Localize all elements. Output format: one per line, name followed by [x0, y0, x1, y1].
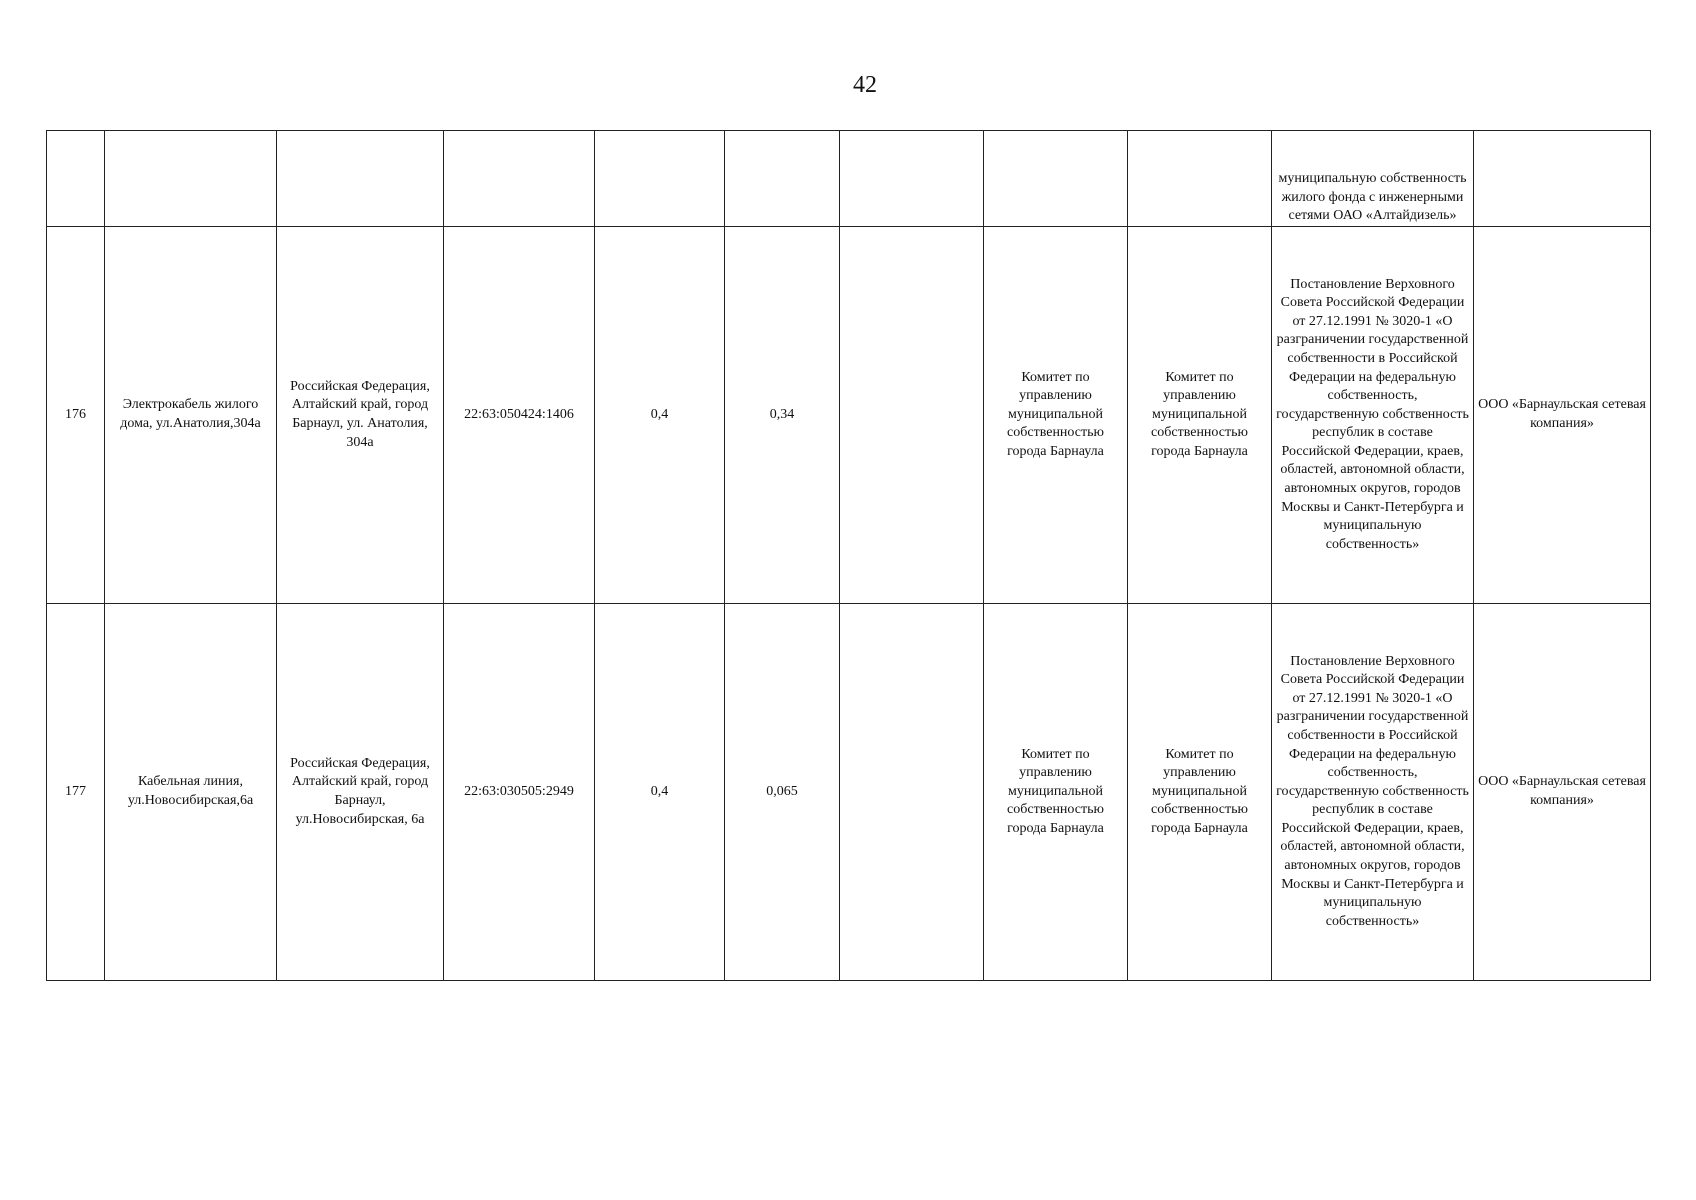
cell-empty: [840, 227, 984, 604]
cell-address: Российская Федерация, Алтайский край, город Барнаул, ул.Новосибирская, 6а: [277, 604, 444, 981]
cell-empty: [840, 604, 984, 981]
cell-cadastral: 22:63:050424:1406: [444, 227, 595, 604]
cell-cadastral: [444, 131, 595, 227]
cell-voltage: [595, 131, 725, 227]
cell-owner: [1128, 131, 1272, 227]
cell-name: [105, 131, 277, 227]
cell-length: 0,065: [725, 604, 840, 981]
cell-operator: [1474, 131, 1651, 227]
cell-empty: [840, 131, 984, 227]
cell-number: 177: [47, 604, 105, 981]
table-row: [47, 604, 1651, 981]
cell-number: [47, 131, 105, 227]
cell-address: [277, 131, 444, 227]
cell-owner: Комитет по управлению муниципальной собственностью города Барнаула: [1128, 604, 1272, 981]
cell-operator: ООО «Барнаульская сетевая компания»: [1474, 227, 1651, 604]
cell-basis: муниципальную собственность жилого фонда с инженерными сетями ОАО «Алтайдизель»: [1272, 131, 1474, 227]
property-register-table: [46, 130, 1651, 981]
cell-voltage: 0,4: [595, 227, 725, 604]
cell-basis: Постановление Верховного Совета Российской Федерации от 27.12.1991 № 3020-1 «О разграничении государственной собственности в Российской Федерации на федеральную собственность, государственную собственность республик в составе Российской Федерации, краев, областей, автономной области, автономных округов, городов Москвы и Санкт-Петербурга и муниципальную собственность»: [1272, 227, 1474, 604]
cell-voltage: 0,4: [595, 604, 725, 981]
cell-length: [725, 131, 840, 227]
cell-name: Кабельная линия, ул.Новосибирская,6а: [105, 604, 277, 981]
table-row-continuation: [47, 131, 1651, 227]
table-row: [47, 227, 1651, 604]
cell-holder: Комитет по управлению муниципальной собственностью города Барнаула: [984, 604, 1128, 981]
cell-name: Электрокабель жилого дома, ул.Анатолия,304а: [105, 227, 277, 604]
cell-holder: Комитет по управлению муниципальной собственностью города Барнаула: [984, 227, 1128, 604]
cell-holder: [984, 131, 1128, 227]
cell-basis: Постановление Верховного Совета Российской Федерации от 27.12.1991 № 3020-1 «О разграничении государственной собственности в Российской Федерации на федеральную собственность, государственную собственность республик в составе Российской Федерации, краев, областей, автономной области, автономных округов, городов Москвы и Санкт-Петербурга и муниципальную собственность»: [1272, 604, 1474, 981]
cell-cadastral: 22:63:030505:2949: [444, 604, 595, 981]
cell-length: 0,34: [725, 227, 840, 604]
cell-operator: ООО «Барнаульская сетевая компания»: [1474, 604, 1651, 981]
page-number: 42: [853, 72, 877, 98]
cell-owner: Комитет по управлению муниципальной собственностью города Барнаула: [1128, 227, 1272, 604]
cell-number: 176: [47, 227, 105, 604]
cell-address: Российская Федерация, Алтайский край, город Барнаул, ул. Анатолия, 304а: [277, 227, 444, 604]
